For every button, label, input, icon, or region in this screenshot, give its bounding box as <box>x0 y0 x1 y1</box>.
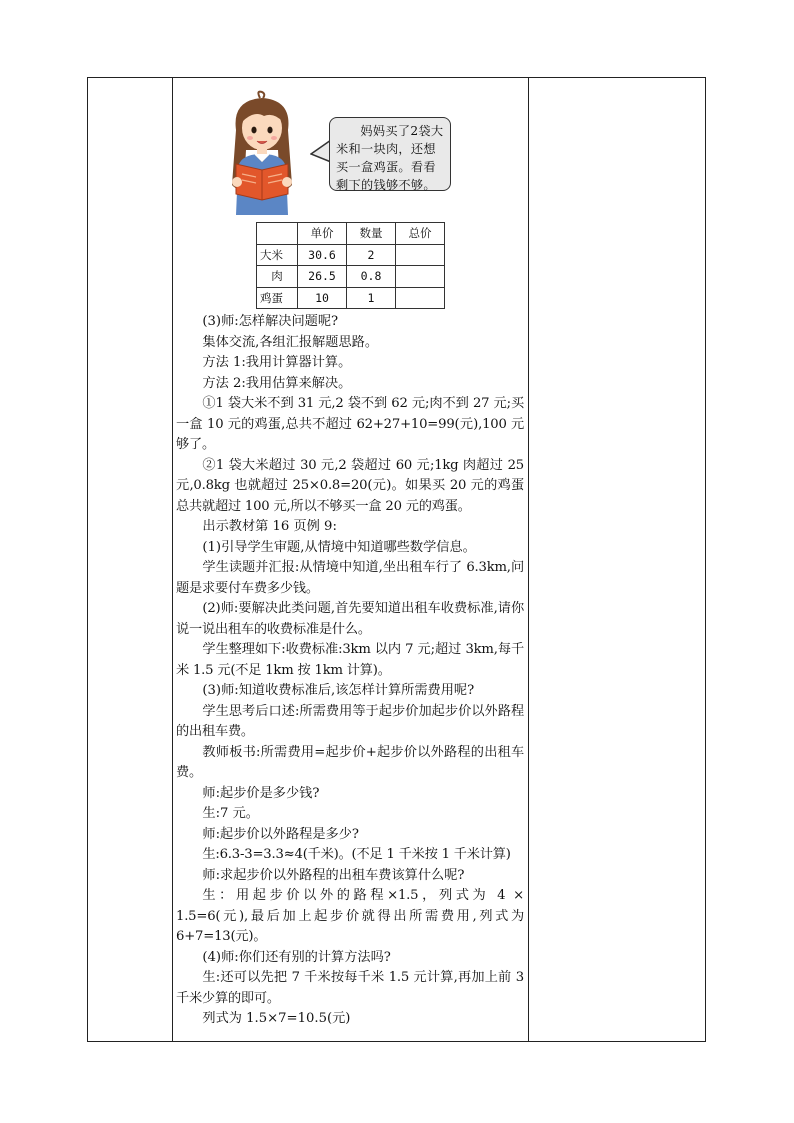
speech-bubble <box>329 117 451 191</box>
paragraph: (4)师:你们还有别的计算方法吗? <box>202 949 391 965</box>
girl-reading-book-icon <box>226 90 298 215</box>
paragraph: (2)师:要解决此类问题,首先要知道出租车收费标准,请你说一说出租车的收费标准是什么。 <box>176 601 524 637</box>
table-row <box>257 266 445 288</box>
paragraph: (3)师:知道收费标准后,该怎样计算所需费用呢? <box>202 683 475 698</box>
paragraph: 师:起步价以外路程是多少? <box>202 826 359 842</box>
paragraph: 师:起步价是多少钱? <box>202 785 320 801</box>
table-cell-name: 鸡蛋 <box>257 287 298 309</box>
paragraph: 生：用起步价以外的路程×1.5，列式为 4 × 1.5=6(元),最后加上起步价就得出所需费用,列式为 6+7=13(元)。 <box>176 888 524 944</box>
table-cell-qty: 2 <box>347 244 396 266</box>
price-table <box>256 222 445 309</box>
table-cell-total <box>396 266 445 288</box>
paragraph: 集体交流,各组汇报解题思路。 <box>202 334 379 350</box>
table-cell-price: 26.5 <box>298 266 347 288</box>
paragraph: 生:还可以先把 7 千米按每千米 1.5 元计算,再加上前 3 千米少算的即可。 <box>176 970 524 1006</box>
table-header-cell: 单价 <box>298 223 347 245</box>
paragraph: 学生整理如下:收费标准:3km 以内 7 元;超过 3km,每千米 1.5 元(不足 1km 按 1km 计算)。 <box>176 642 524 678</box>
table-cell-qty: 0.8 <box>347 266 396 288</box>
speech-bubble-text: 妈妈买了2袋大米和一块肉，还想买一盒鸡蛋。看看剩下的钱够不够。 <box>336 124 444 192</box>
lesson-content <box>176 90 524 1030</box>
table-cell-price: 10 <box>298 287 347 309</box>
table-row <box>257 287 445 309</box>
column-divider-left <box>172 78 173 1041</box>
table-cell-price: 30.6 <box>298 244 347 266</box>
column-divider-right <box>528 78 529 1041</box>
paragraph: 学生思考后口述:所需费用等于起步价加起步价以外路程的出租车费。 <box>176 703 524 739</box>
table-header-cell: 数量 <box>347 223 396 245</box>
paragraph: ②1 袋大米超过 30 元,2 袋超过 60 元;1kg 肉超过 25 元,0.8kg 也就超过 25×0.8=20(元)。如果买 20 元的鸡蛋总共就超过 100 元,所以不够买一盒 20 元的鸡蛋。 <box>176 457 524 514</box>
paragraph: 生:6.3-3=3.3≈4(千米)。(不足 1 千米按 1 千米计算) <box>202 847 511 862</box>
table-cell-name: 大米 <box>257 244 298 266</box>
paragraph: 方法 2:我用估算来解决。 <box>202 375 352 391</box>
paragraph: 出示教材第 16 页例 9: <box>202 519 337 534</box>
paragraph: 教师板书:所需费用=起步价+起步价以外路程的出租车费。 <box>176 744 524 780</box>
paragraph: (1)引导学生审题,从情境中知道哪些数学信息。 <box>202 539 476 555</box>
table-cell-total <box>396 244 445 266</box>
paragraph: 师:求起步价以外路程的出租车费该算什么呢? <box>202 867 465 883</box>
table-cell-qty: 1 <box>347 287 396 309</box>
paragraph: 生:7 元。 <box>202 806 259 821</box>
paragraph: 学生读题并汇报:从情境中知道,坐出租车行了 6.3km,问题是求要付车费多少钱。 <box>176 560 524 596</box>
table-row <box>257 244 445 266</box>
table-header-row <box>257 223 445 245</box>
illustration <box>176 90 524 218</box>
paragraph: 方法 1:我用计算器计算。 <box>202 355 352 370</box>
paragraph: ①1 袋大米不到 31 元,2 袋不到 62 元;肉不到 27 元;买一盒 10 元的鸡蛋,总共不超过 62+27+10=99(元),100 元够了。 <box>176 396 524 452</box>
table-cell-name: 肉 <box>257 266 298 288</box>
paragraph: (3)师:怎样解决问题呢? <box>202 314 339 329</box>
table-header-cell: 总价 <box>396 223 445 245</box>
paragraph: 列式为 1.5×7=10.5(元) <box>202 1011 351 1026</box>
table-header-cell <box>257 223 298 245</box>
table-cell-total <box>396 287 445 309</box>
